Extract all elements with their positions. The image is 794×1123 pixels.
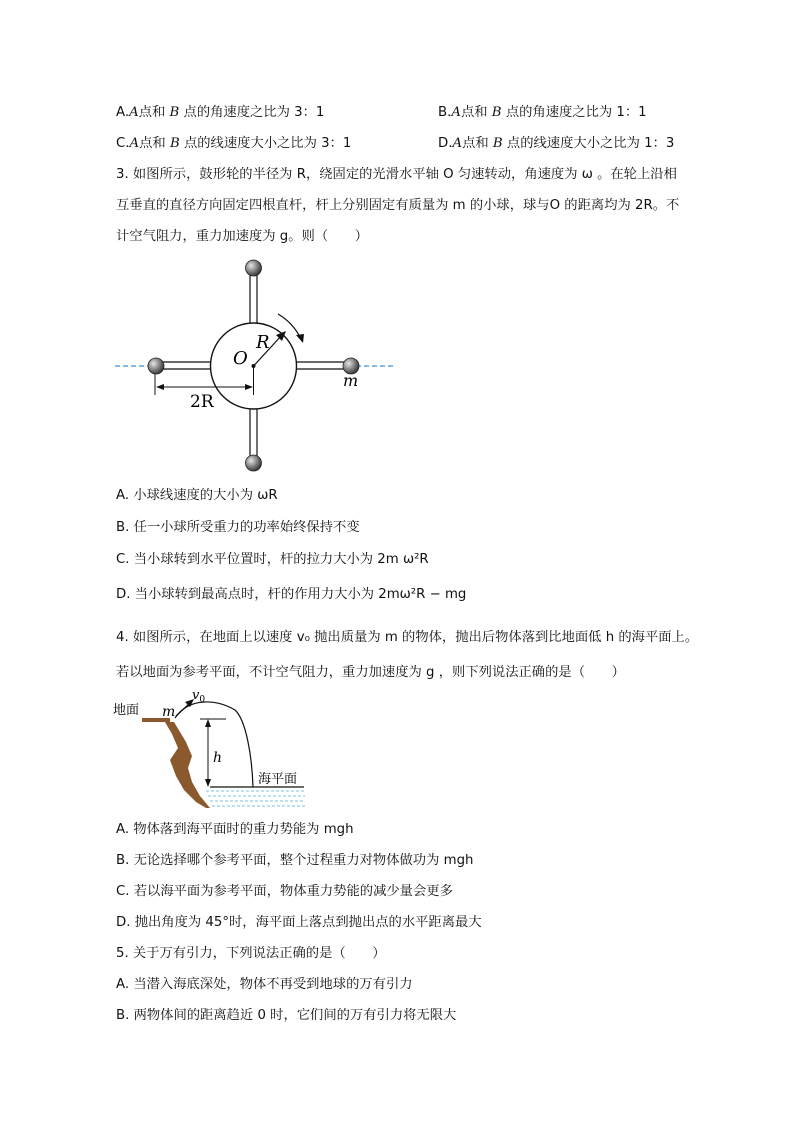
q3-ball-left [148, 358, 164, 374]
q4-option-a: A. 物体落到海平面时的重力势能为 mgh [116, 822, 354, 837]
q3-label-2R: 2R [190, 392, 214, 412]
option-2a: A.A点和 B 点的角速度之比为 3：1 [116, 105, 325, 120]
q3-dim-arrow-left [156, 384, 164, 390]
q3-label-O: O [233, 348, 248, 369]
q3-rod-bottom [250, 409, 257, 462]
q3-label-R: R [256, 332, 270, 353]
q3-rod-top [250, 269, 257, 323]
q4-h-arrow-down [205, 779, 211, 787]
option-2c: C.A点和 B 点的线速度大小之比为 3：1 [116, 136, 352, 151]
option-2b: B.A点和 B 点的角速度之比为 1：1 [438, 105, 647, 120]
q4-label-v0: $v_0$ [192, 688, 206, 705]
q3-ball-bottom [246, 455, 262, 471]
q3-option-d: D. 当小球转到最高点时，杆的作用力大小为 2mω²R − mg [116, 587, 467, 602]
q4-stem-line-2: 若以地面为参考平面，不计空气阻力，重力加速度为 g ，则下列说法正确的是（ ） [116, 665, 625, 680]
q4-figure [110, 686, 310, 812]
q4-stem-line-1: 4. 如图所示，在地面上以速度 v₀ 抛出质量为 m 的物体，抛出后物体落到比地面低 h 的海平面上。 [116, 630, 699, 645]
q3-rotation-arrowhead [296, 334, 304, 343]
q4-option-d: D. 抛出角度为 45°时，海平面上落点到抛出点的水平距离最大 [116, 915, 482, 930]
q4-label-ground: 地面 [113, 703, 140, 718]
q3-figure [110, 255, 400, 480]
q5-option-b: B. 两物体间的距离趋近 0 时，它们间的万有引力将无限大 [116, 1008, 457, 1023]
q4-h-arrow-up [205, 719, 211, 727]
q4-label-h: h [213, 750, 223, 766]
q3-ball-top [246, 260, 262, 276]
q3-rod-right [297, 362, 350, 369]
q4-label-sea: 海平面 [258, 772, 298, 787]
q4-cliff [165, 722, 210, 808]
q3-stem-line-1: 3. 如图所示，鼓形轮的半径为 R，绕固定的光滑水平轴 O 匀速转动，角速度为 ω 。在轮上沿相 [116, 167, 677, 182]
q4-option-b: B. 无论选择哪个参考平面，整个过程重力对物体做功为 mgh [116, 853, 474, 868]
q5-stem: 5. 关于万有引力，下列说法正确的是（ ） [116, 946, 386, 961]
q4-velocity-arrow [176, 703, 190, 716]
q4-label-m: m [162, 704, 176, 720]
q3-option-a: A. 小球线速度的大小为 ωR [116, 488, 278, 503]
option-2d: D.A点和 B 点的线速度大小之比为 1：3 [438, 136, 675, 151]
q4-option-c: C. 若以海平面为参考平面，物体重力势能的减少量会更多 [116, 884, 453, 899]
q5-option-a: A. 当潜入海底深处，物体不再受到地球的万有引力 [116, 977, 413, 992]
q3-stem-line-2: 互垂直的直径方向固定四根直杆，杆上分别固定有质量为 m 的小球，球与O 的距离均为 2R。不 [116, 198, 680, 213]
q3-option-b: B. 任一小球所受重力的功率始终保持不变 [116, 520, 360, 535]
q3-stem-line-3: 计空气阻力，重力加速度为 g。则（ ） [116, 229, 369, 244]
q4-water [206, 791, 305, 806]
q3-option-c: C. 当小球转到水平位置时，杆的拉力大小为 2m ω²R [116, 552, 429, 567]
q3-label-m: m [343, 371, 359, 390]
